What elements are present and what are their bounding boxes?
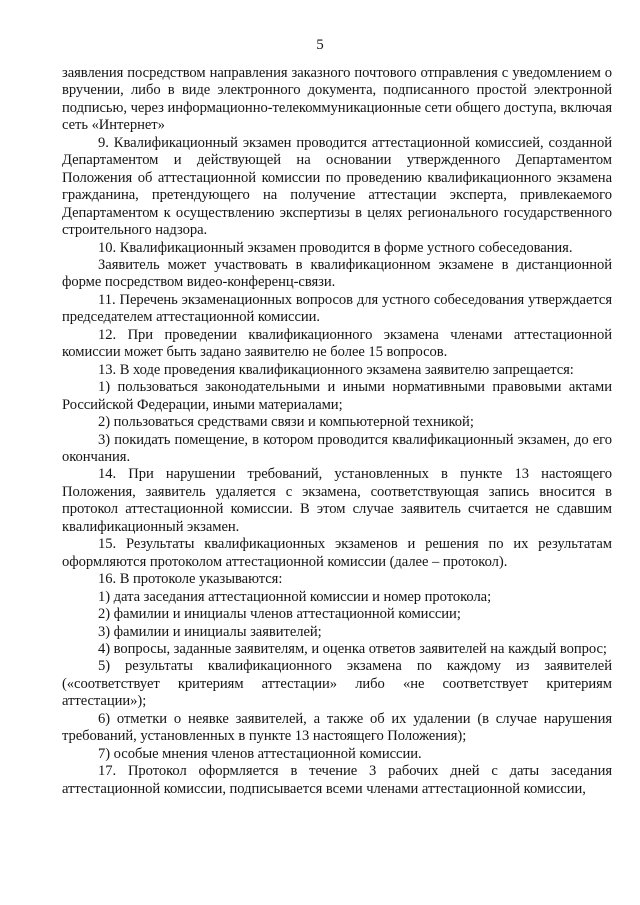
paragraph-item-13-sub-1: 1) пользоваться законодательными и иными нормативными правовыми актами Российской Федерации, иными материалами; [62, 379, 612, 413]
page-number: 5 [316, 37, 324, 53]
paragraph-item-16-sub-5: 5) результаты квалификационного экзамена по каждому из заявителей («соответствует критериям аттестации» либо «не соответствует критериям аттестации»); [62, 658, 612, 710]
document-body [62, 65, 612, 798]
paragraph-item-16-sub-3: 3) фамилии и инициалы заявителей; [98, 623, 322, 640]
paragraph-item-16: 16. В протоколе указываются: [98, 571, 283, 588]
paragraph-item-10: 10. Квалификационный экзамен проводится в форме устного собеседования. [98, 239, 573, 256]
paragraph-item-16-sub-1: 1) дата заседания аттестационной комиссии и номер протокола; [98, 588, 492, 605]
paragraph-item-13: 13. В ходе проведения квалификационного экзамена заявителю запрещается: [98, 361, 574, 378]
paragraph-item-16-sub-7: 7) особые мнения членов аттестационной комиссии. [98, 745, 422, 762]
paragraph-item-16-sub-6: 6) отметки о неявке заявителей, а также об их удалении (в случае нарушения требований, установленных в пункте 13 настоящего Положения); [62, 710, 612, 745]
paragraph-item-15: 15. Результаты квалификационных экзаменов и решения по их результатам оформляются протоколом аттестационной комиссии (далее – протокол). [62, 536, 612, 570]
paragraph-item-14: 14. При нарушении требований, установленных в пункте 13 настоящего Положения, заявитель удаляется с экзамена, соответствующая запись вносится в протокол аттестационной комиссии. В этом случае заявитель считается не сдавшим квалификационный экзамен. [62, 466, 612, 535]
paragraph-continuation: заявления посредством направления заказного почтового отправления с уведомлением о вручении, либо в виде электронного документа, подписанного простой электронной подписью, через информационно-телекоммуникационные сети общего доступа, включая сеть «Интернет» [62, 65, 612, 134]
paragraph-item-16-sub-2: 2) фамилии и инициалы членов аттестационной комиссии; [98, 606, 461, 623]
paragraph-item-11: 11. Перечень экзаменационных вопросов для устного собеседования утверждается председателем аттестационной комиссии. [62, 291, 612, 326]
paragraph-item-17: 17. Протокол оформляется в течение 3 рабочих дней с даты заседания аттестационной комиссии, подписывается всеми членами аттестационной комиссии, [62, 763, 612, 797]
paragraph-remote-participation: Заявитель может участвовать в квалификационном экзамене в дистанционной форме посредством видео-конференц-связи. [62, 256, 612, 291]
paragraph-item-16-sub-4: 4) вопросы, заданные заявителям, и оценка ответов заявителей на каждый вопрос; [98, 640, 607, 657]
paragraph-item-13-sub-3: 3) покидать помещение, в котором проводится квалификационный экзамен, до его окончания. [62, 431, 612, 465]
paragraph-item-9: 9. Квалификационный экзамен проводится аттестационной комиссией, созданной Департаментом и действующей на основании утвержденного Департаментом Положения об аттестационной комиссии по проведению квалификационного экзамена гражданина, претендующего на получение аттестации эксперта, привлекаемого Департаментом к осуществлению экспертизы в целях регионального государственного строительного надзора. [62, 134, 612, 239]
paragraph-item-13-sub-2: 2) пользоваться средствами связи и компьютерной техникой; [98, 414, 474, 431]
paragraph-item-12: 12. При проведении квалификационного экзамена членами аттестационной комиссии может быть задано заявителю не более 15 вопросов. [62, 326, 612, 361]
